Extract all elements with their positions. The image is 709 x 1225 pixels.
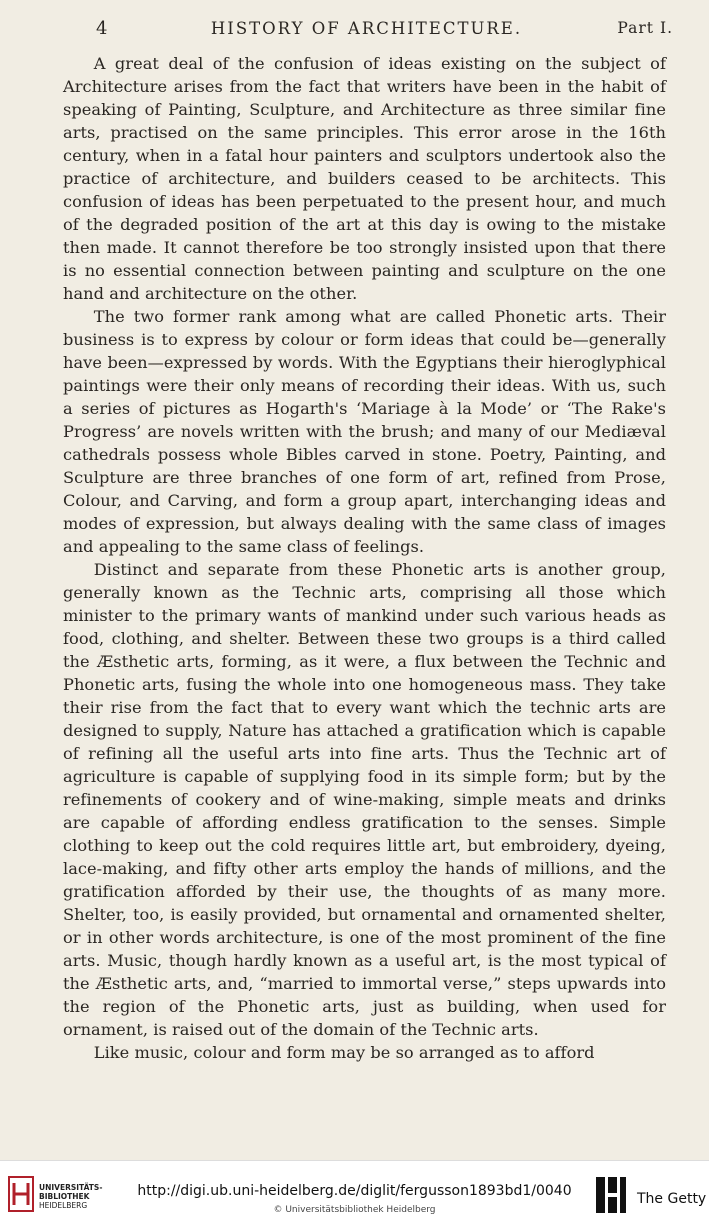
getty-label: The Getty xyxy=(637,1191,707,1207)
getty-logo-icon xyxy=(594,1175,628,1215)
paragraph-4: Like music, colour and form may be so arranged as to afford xyxy=(93,1043,595,1062)
body-text xyxy=(63,52,666,1064)
part-label: Part I. xyxy=(617,19,673,37)
running-head xyxy=(60,18,673,42)
page-number: 4 xyxy=(96,18,109,39)
paragraph-3: Distinct and separate from these Phonetic arts is another group, generally known as the Technic arts, comprising all those which minister to the primary wants of mankind under such various heads as food, clothing, and shelter. Between these two groups is a third called the Æsthetic arts, forming, as it were, a flux between the Technic and Phonetic arts, fusing the whole into one homogeneous mass. They take their rise from the fact that to every want which the technic arts are designed to supply, Nature has attached a gratification which is capable of refining all the useful arts into fine arts. Thus the Technic art of agriculture is capable of supplying food in its simple form; but by the refinements of cookery and of wine-making, simple meats and drinks are capable of affording endless gratification to the senses. Simple clothing to keep out the cold requires little art, but embroidery, dyeing, lace-making, and fifty other arts employ the hands of millions, and the gratification afforded by their use, the thoughts of as many more. Shelter, too, is easily provided, but ornamental and ornamented shelter, or in other words architecture, is one of the most prominent of the fine arts. Music, though hardly known as a useful art, is the most typical of the Æsthetic arts, and, “married to immortal verse,” steps upwards into the region of the Phonetic arts, just as building, when used for ornament, is raised out of the domain of the Technic arts. xyxy=(63,560,666,1039)
library-line-3: HEIDELBERG xyxy=(39,1201,88,1210)
paragraph-1: A great deal of the confusion of ideas existing on the subject of Architecture arises from the fact that writers have been in the habit of speaking of Painting, Sculpture, and Architecture as three similar fine arts, practised on the same principles. This error arose in the 16th century, when in a fatal hour painters and sculptors undertook also the practice of architecture, and builders ceased to be architects. This confusion of ideas has been perpetuated to the present hour, and much of the degraded position of the art at this day is owing to the mistake then made. It cannot therefore be too strongly insisted upon that there is no essential connection between painting and sculpture on the one hand and architecture on the other. xyxy=(63,54,666,303)
paragraph-2: The two former rank among what are called Phonetic arts. Their business is to express by colour or form ideas that could be—generally have been—expressed by words. With the Egyptians their hieroglyphical paintings were their only means of recording their ideas. With us, such a series of pictures as Hogarth's ‘Mariage à la Mode’ or ‘The Rake's Progress’ are novels written with the brush; and many of our Mediæval cathedrals possess whole Bibles carved in stone. Poetry, Painting, and Sculpture are three branches of one form of art, refined from Prose, Colour, and Carving, and form a group apart, interchanging ideas and modes of expression, but always dealing with the same class of images and appealing to the same class of feelings. xyxy=(63,307,666,556)
running-title: HISTORY OF ARCHITECTURE. xyxy=(210,19,523,38)
permalink-url[interactable]: http://digi.ub.uni-heidelberg.de/diglit/fergusson1893bd1/0040 xyxy=(137,1183,572,1199)
copyright-notice: © Universitätsbibliothek Heidelberg xyxy=(273,1205,436,1215)
library-line-1: UNIVERSITÄTS- xyxy=(39,1183,103,1192)
digitization-footer xyxy=(0,1160,709,1225)
library-line-2: BIBLIOTHEK xyxy=(39,1192,90,1201)
